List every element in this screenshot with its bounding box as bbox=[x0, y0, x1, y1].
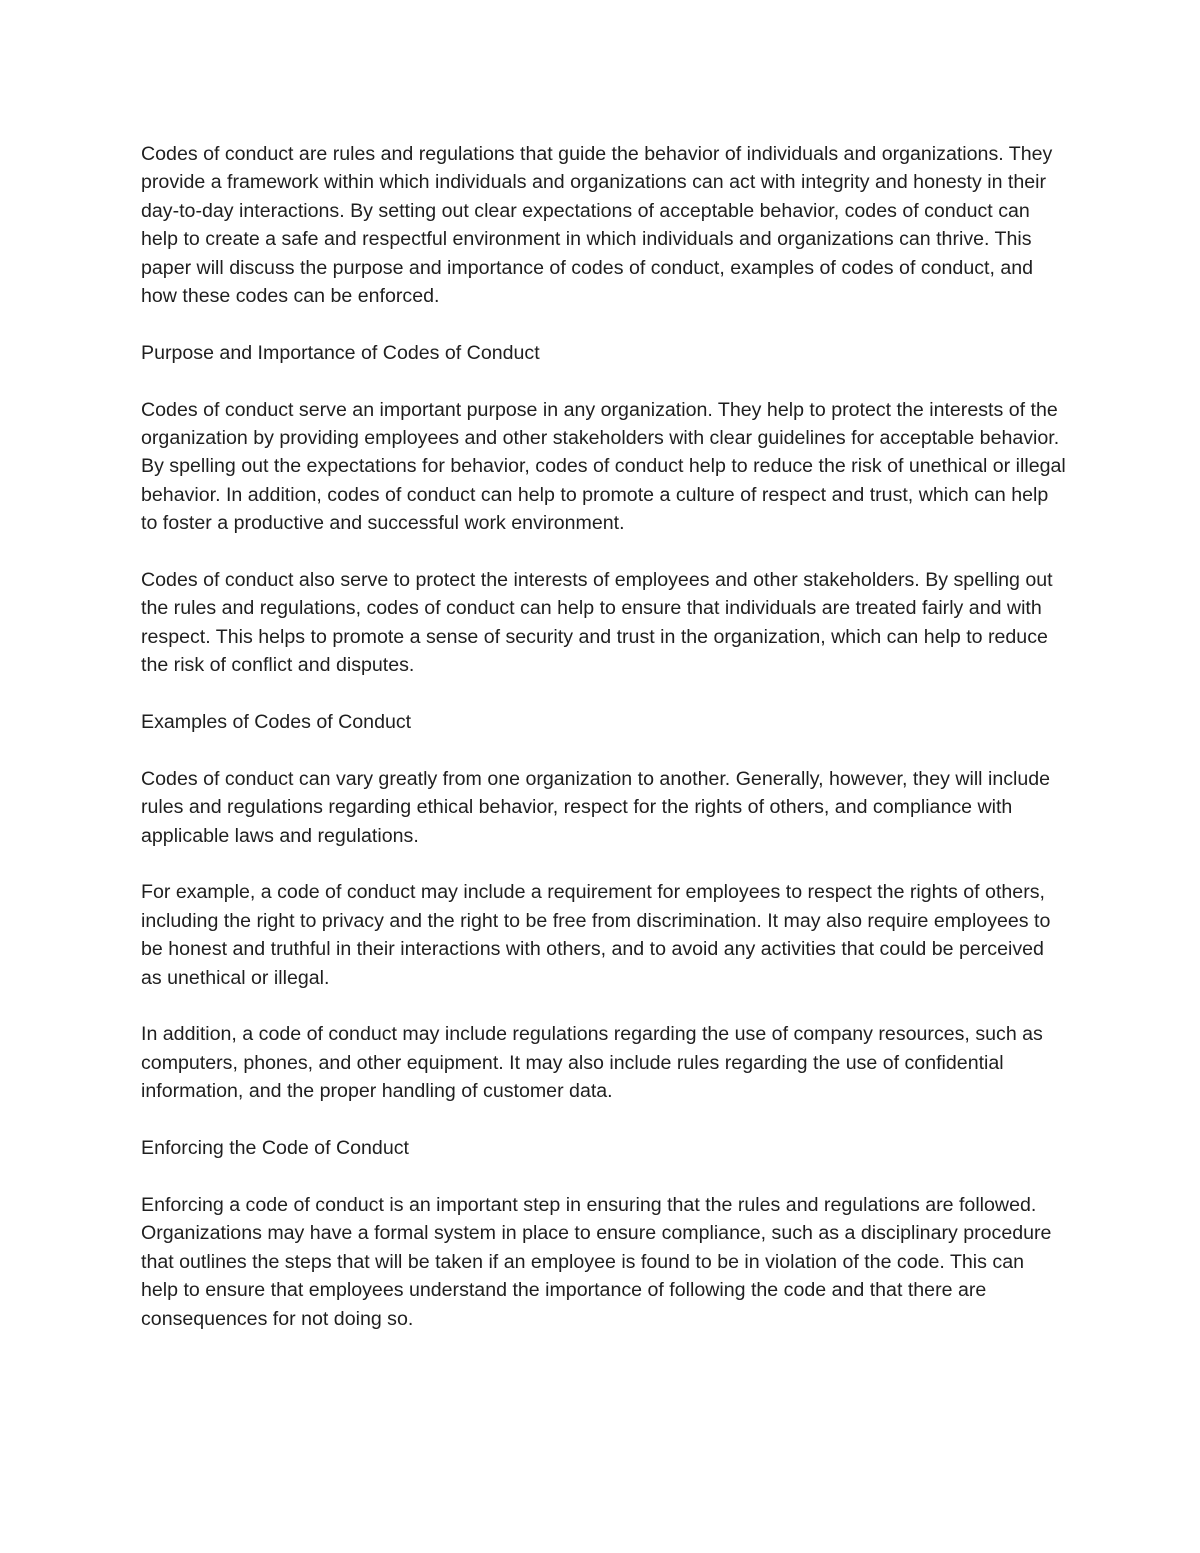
intro-paragraph: Codes of conduct are rules and regulations that guide the behavior of individuals and organizations. They provide a framework within which individuals and organizations can act with integrity and honesty in their day-to-day interactions. By setting out clear expectations of acceptable behavior, codes of conduct can help to create a safe and respectful environment in which individuals and organizations can thrive. This paper will discuss the purpose and importance of codes of conduct, examples of codes of conduct, and how these codes can be enforced. bbox=[141, 143, 1053, 308]
body-paragraph: Codes of conduct serve an important purpose in any organization. They help to protect the interests of the organization by providing employees and other stakeholders with clear guidelines for acceptable behavior. By spelling out the expectations for behavior, codes of conduct help to reduce the risk of unethical or illegal behavior. In addition, codes of conduct can help to promote a culture of respect and trust, which can help to foster a productive and successful work environment. bbox=[141, 398, 1066, 535]
body-paragraph: For example, a code of conduct may include a requirement for employees to respect the rights of others, including the right to privacy and the right to be free from discrimination. It may also require employees to be honest and truthful in their interactions with others, and to avoid any activities that could be perceived as unethical or illegal. bbox=[141, 881, 1051, 989]
section-heading-examples: Examples of Codes of Conduct bbox=[141, 711, 412, 734]
body-paragraph: In addition, a code of conduct may include regulations regarding the use of company resources, such as computers, phones, and other equipment. It may also include rules regarding the use of confidential information, and the proper handling of customer data. bbox=[141, 1023, 1043, 1103]
section-heading-purpose: Purpose and Importance of Codes of Conduct bbox=[141, 341, 540, 364]
section-heading-enforcing: Enforcing the Code of Conduct bbox=[141, 1137, 409, 1160]
document-body bbox=[141, 140, 1066, 1361]
body-paragraph: Codes of conduct also serve to protect the interests of employees and other stakeholders. By spelling out the rules and regulations, codes of conduct can help to ensure that individuals are treated fairly and with respect. This helps to promote a sense of security and trust in the organization, which can help to reduce the risk of conflict and disputes. bbox=[141, 569, 1053, 677]
body-paragraph: Codes of conduct can vary greatly from one organization to another. Generally, however, they will include rules and regulations regarding ethical behavior, respect for the rights of others, and compliance with applicable laws and regulations. bbox=[141, 767, 1051, 847]
body-paragraph: Enforcing a code of conduct is an important step in ensuring that the rules and regulations are followed. Organizations may have a formal system in place to ensure compliance, such as a disciplinary procedure that outlines the steps that will be taken if an employee is found to be in violation of the code. This can help to ensure that employees understand the importance of following the code and that there are consequences for not doing so. bbox=[141, 1193, 1052, 1330]
